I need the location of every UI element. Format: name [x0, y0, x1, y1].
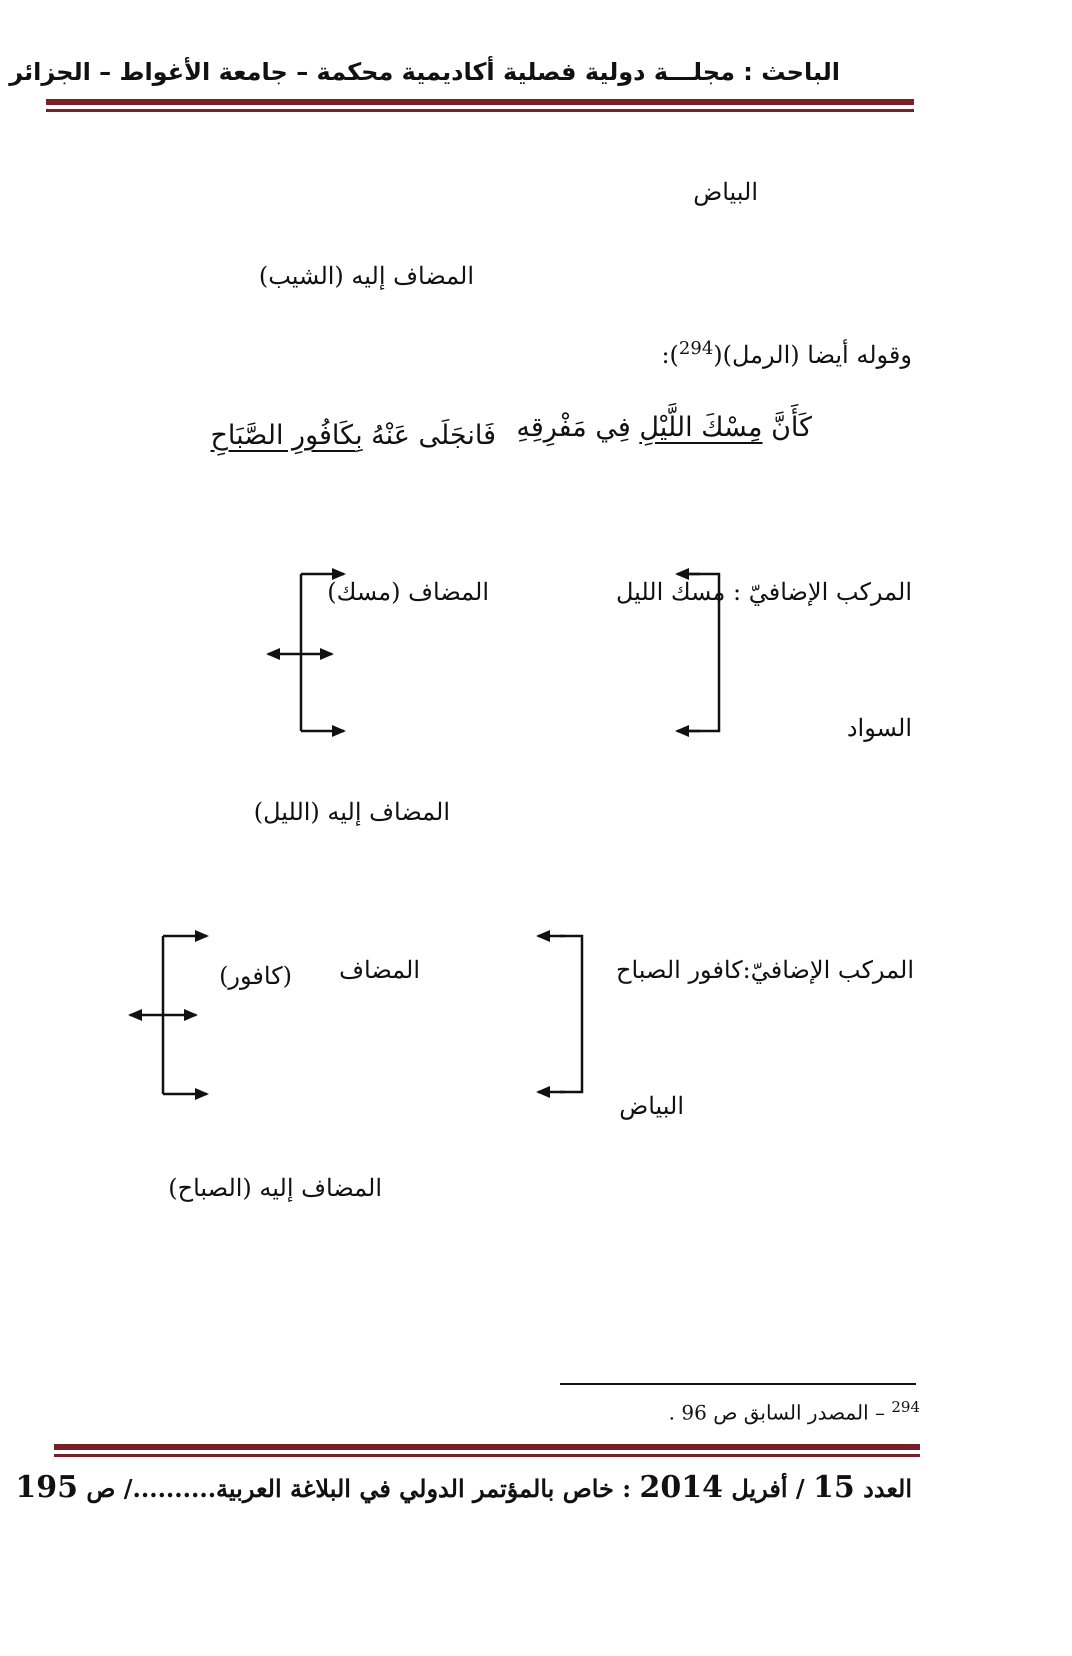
- verse-underlined-misk: مِسْكَ اللَّيْلِ: [639, 412, 763, 443]
- diagram2-mudaf-ilayh: المضاف إليه (الصباح): [168, 1174, 382, 1202]
- verse-underlined-kafur: كَافُورِ الصَّبَاحِ: [210, 420, 356, 451]
- diagram2-mudaf-word: (كافور): [219, 962, 292, 990]
- issue-label: العدد: [863, 1474, 912, 1503]
- issue-number: 15: [813, 1470, 855, 1505]
- d2-right-bracket: [560, 936, 582, 1092]
- footnote-text: – المصدر السابق ص 96 .: [668, 1400, 885, 1425]
- meaning-white: البياض: [693, 178, 758, 206]
- diagram1-compound: المركب الإضافيّ : مسك الليل: [615, 578, 912, 606]
- diagram2-mudaf: المضاف: [339, 956, 420, 984]
- diagram2-compound: المركب الإضافيّ:كافور الصباح: [616, 956, 914, 984]
- footer-rule-thin: [54, 1454, 920, 1457]
- verse-b: فِي مَفْرِقِهِ: [516, 412, 640, 443]
- footnote: [669, 1398, 920, 1425]
- footnote-ref: 294: [678, 338, 714, 359]
- footnote-separator: [560, 1383, 916, 1385]
- footer-line: [15, 1470, 912, 1505]
- diagram1-mudaf-ilayh: المضاف إليه (الليل): [253, 798, 450, 826]
- footer-special: : خاص بالمؤتمر الدولي في البلاغة العربية........../ ص: [86, 1474, 632, 1503]
- diagram1-mudaf: المضاف (مسك): [327, 578, 489, 606]
- footnote-number: 294: [891, 1398, 920, 1416]
- d1-right-bracket: [678, 574, 719, 731]
- page-number: 195: [15, 1470, 78, 1505]
- intro-prefix: وقوله أيضا (الرمل)(: [713, 341, 912, 369]
- intro-suffix: ):: [661, 341, 679, 369]
- running-header: الباحث : مجلـــة دولية فصلية أكاديمية محكمة – جامعة الأغواط – الجزائر: [9, 58, 840, 86]
- footer-sep: /: [795, 1474, 805, 1503]
- footer-rule: [54, 1444, 920, 1450]
- footer-month: أفريل: [731, 1474, 788, 1503]
- mudaf-ilayh-shayb: المضاف إليه (الشيب): [258, 262, 474, 290]
- diagram1-meaning: السواد: [846, 714, 912, 742]
- footer-year: 2014: [639, 1470, 723, 1505]
- verse-a: كَأَنَّ: [762, 412, 812, 443]
- verse-c: فَانجَلَى عَنْهُ بِ: [355, 420, 496, 451]
- diagram2-meaning: البياض: [619, 1092, 684, 1120]
